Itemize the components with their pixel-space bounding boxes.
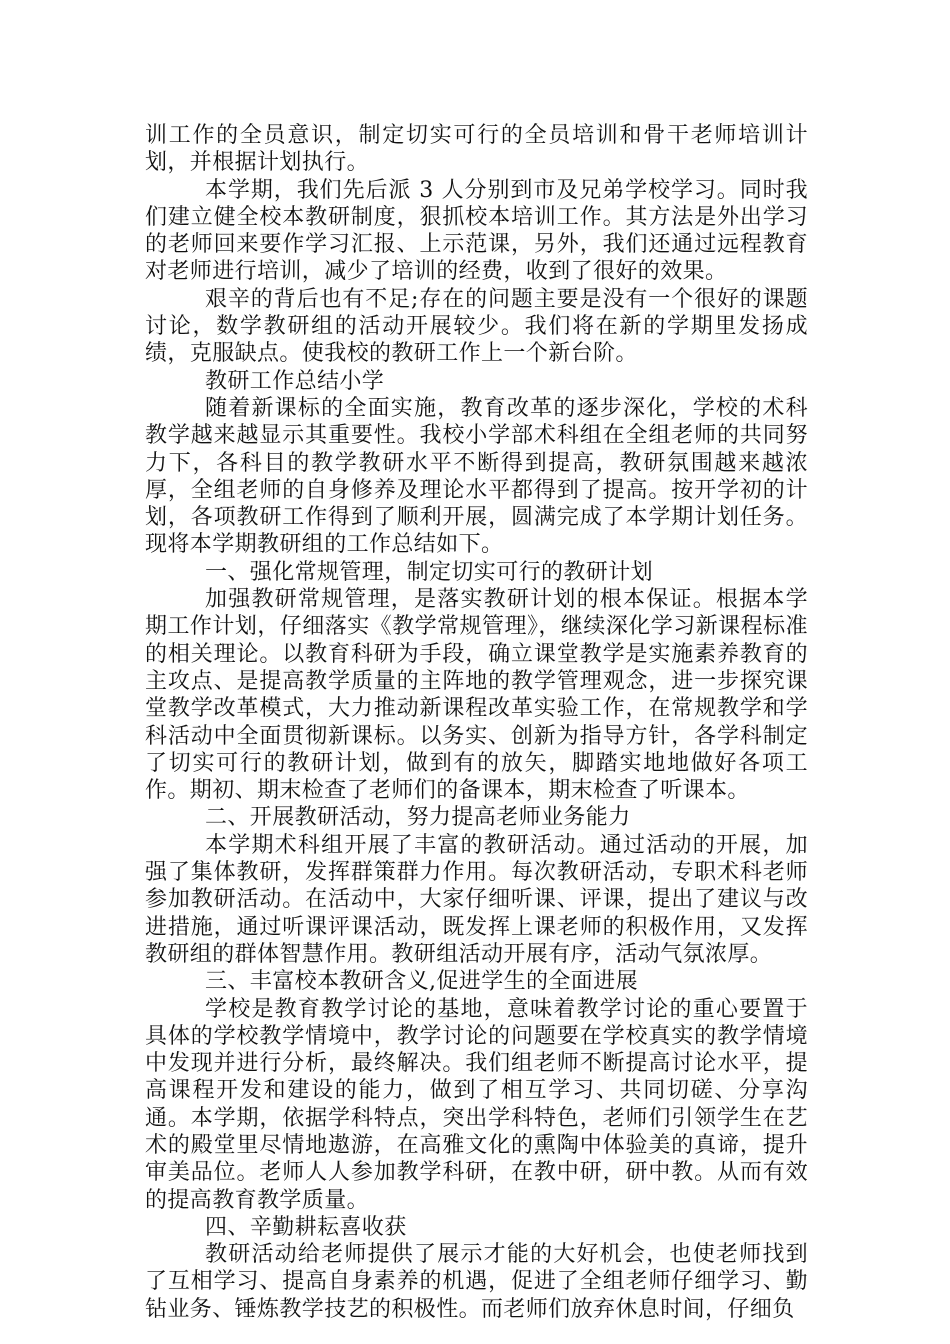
heading-section-4: 四、辛勤耕耘喜收获 [205, 1214, 407, 1240]
paragraph-section-2: 本学期术科组开展了丰富的教研活动。通过活动的开展，加强了集体教研，发挥群策群力作用。每次教研活动，专职术科老师参加教研活动。在活动中，大家仔细听课、评课，提出了建议与改进措施，通过听课评课活动，既发挥上课老师的积极作用，又发挥教研组的群体智慧作用。教研组活动开展有序，活动气氛浓厚。 [145, 832, 808, 967]
heading-section-3: 三、丰富校本教研含义,促进学生的全面进展 [205, 969, 638, 995]
paragraph-section-3: 学校是教育教学讨论的基地，意味着教学讨论的重心要置于具体的学校教学情境中，教学讨论的问题要在学校真实的教学情境中发现并进行分析，最终解决。我们组老师不断提高讨论水平，提高课程开发和建设的能力，做到了相互学习、共同切磋、分享沟通。本学期，依据学科特点，突出学科特色，老师们引领学生在艺术的殿堂里尽情地遨游，在高雅文化的熏陶中体验美的真谛，提升审美品位。老师人人参加教学科研，在教中研，研中教。从而有效的提高教育教学质量。 [145, 996, 808, 1213]
paragraph-section-4: 教研活动给老师提供了展示才能的大好机会，也使老师找到了互相学习、提高自身素养的机遇，促进了全组老师仔细学习、勤钻业务、锤炼教学技艺的积极性。而老师们放弃休息时间，仔细负 [145, 1242, 808, 1322]
document-body [145, 122, 808, 1323]
paragraph-continuation: 训工作的全员意识，制定切实可行的全员培训和骨干老师培训计划，并根据计划执行。 [145, 123, 808, 176]
section-title-summary: 教研工作总结小学 [205, 368, 385, 394]
paragraph-intro: 随着新课标的全面实施，教育改革的逐步深化，学校的术科教学越来越显示其重要性。我校小学部术科组在全组老师的共同努力下，各科目的教学教研水平不断得到提高，教研氛围越来越浓厚，全组老师的自身修养及理论水平都得到了提高。按开学初的计划，各项教研工作得到了顺利开展，圆满完成了本学期计划任务。现将本学期教研组的工作总结如下。 [145, 395, 808, 558]
heading-section-1: 一、强化常规管理，制定切实可行的教研计划 [205, 559, 654, 585]
paragraph-shortcomings: 艰辛的背后也有不足;存在的问题主要是没有一个很好的课题讨论，数学教研组的活动开展较少。我们将在新的学期里发扬成绩，克服缺点。使我校的教研工作上一个新台阶。 [145, 286, 808, 367]
heading-section-2: 二、开展教研活动，努力提高老师业务能力 [205, 805, 631, 831]
paragraph-section-1: 加强教研常规管理，是落实教研计划的根本保证。根据本学期工作计划，仔细落实《教学常规管理》，继续深化学习新课程标准的相关理论。以教育科研为手段，确立课堂教学是实施素养教育的主攻点、是提高教学质量的主阵地的教学管理观念，进一步探究课堂教学改革模式，大力推动新课程改革实验工作，在常规教学和学科活动中全面贯彻新课标。以务实、创新为指导方针，各学科制定了切实可行的教研计划，做到有的放矢，脚踏实地地做好各项工作。期初、期末检查了老师们的备课本，期末检查了听课本。 [145, 587, 808, 804]
paragraph-training: 本学期，我们先后派 3 人分别到市及兄弟学校学习。同时我们建立健全校本教研制度，狠抓校本培训工作。其方法是外出学习的老师回来要作学习汇报、上示范课，另外，我们还通过远程教育对老师进行培训，减少了培训的经费，收到了很好的效果。 [145, 177, 808, 285]
